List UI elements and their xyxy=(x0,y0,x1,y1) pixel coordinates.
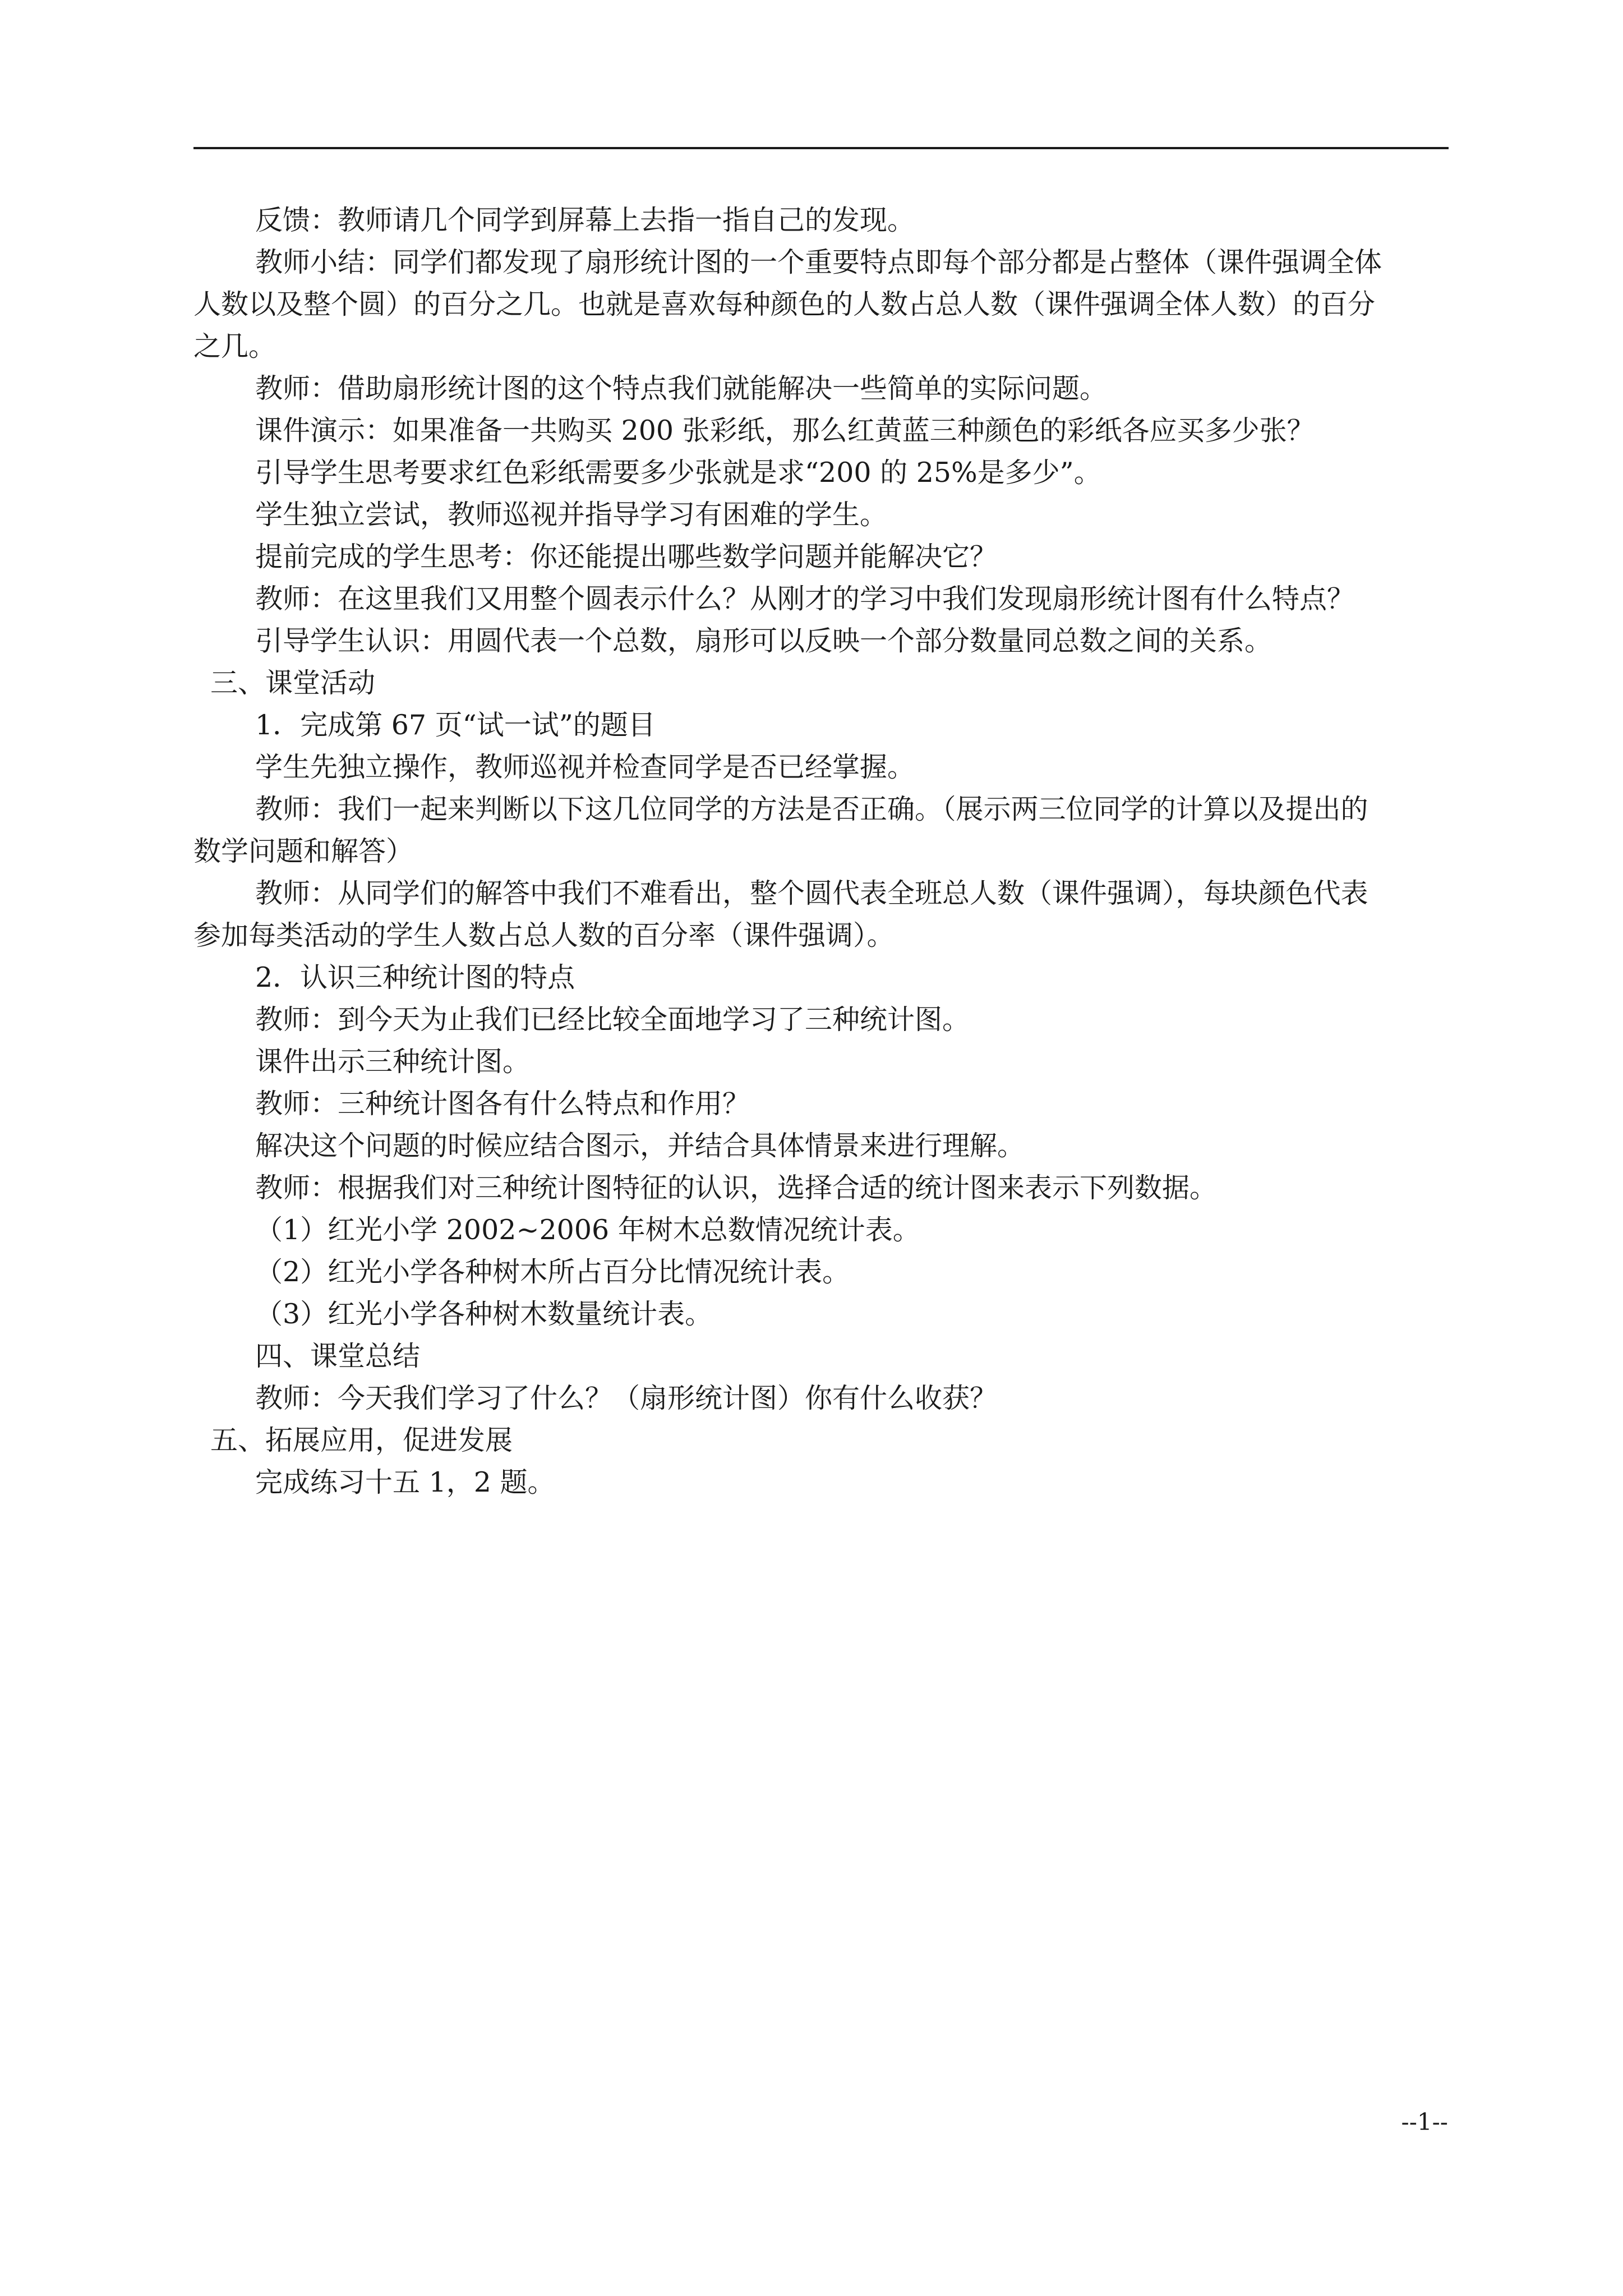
paragraph-line: 教师：三种统计图各有什么特点和作用？ xyxy=(255,1088,750,1120)
paragraph-line: 教师：在这里我们又用整个圆表示什么？从刚才的学习中我们发现扇形统计图有什么特点？ xyxy=(255,583,1355,615)
paragraph-line: 教师：到今天为止我们已经比较全面地学习了三种统计图。 xyxy=(255,1004,970,1036)
paragraph-line: 反馈：教师请几个同学到屏幕上去指一指自己的发现。 xyxy=(255,204,915,236)
paragraph-line: 教师：借助扇形统计图的这个特点我们就能解决一些简单的实际问题。 xyxy=(255,372,1108,404)
paragraph-line: 教师：根据我们对三种统计图特征的认识，选择合适的统计图来表示下列数据。 xyxy=(255,1172,1218,1204)
paragraph-line: 教师：今天我们学习了什么？（扇形统计图）你有什么收获？ xyxy=(255,1382,998,1414)
list-item: （1）红光小学 2002~2006 年树木总数情况统计表。 xyxy=(255,1214,920,1246)
paragraph-line: 课件出示三种统计图。 xyxy=(255,1046,531,1078)
section-heading: 三、课堂活动 xyxy=(210,667,376,699)
section-heading: 四、课堂总结 xyxy=(255,1340,421,1372)
paragraph-line: 课件演示：如果准备一共购买 200 张彩纸，那么红黄蓝三种颜色的彩纸各应买多少张？ xyxy=(255,415,1315,447)
paragraph-line: 参加每类活动的学生人数占总人数的百分率（课件强调）。 xyxy=(193,919,895,951)
paragraph-line: 之几。 xyxy=(193,330,276,362)
page-number: --1-- xyxy=(1401,2108,1448,2136)
subsection-heading: 1．完成第 67 页“试一试”的题目 xyxy=(255,709,656,741)
paragraph-line: 人数以及整个圆）的百分之几。也就是喜欢每种颜色的人数占总人数（课件强调全体人数）的百分 xyxy=(193,288,1376,320)
section-heading: 五、拓展应用，促进发展 xyxy=(210,1424,513,1456)
document-body xyxy=(193,199,1449,1503)
paragraph-line: 学生先独立操作，教师巡视并检查同学是否已经掌握。 xyxy=(255,751,915,783)
subsection-heading: 2．认识三种统计图的特点 xyxy=(255,961,575,993)
paragraph-line: 数学问题和解答） xyxy=(193,835,414,867)
paragraph-line: 学生独立尝试，教师巡视并指导学习有困难的学生。 xyxy=(255,499,888,531)
list-item: （3）红光小学各种树木数量统计表。 xyxy=(255,1298,713,1330)
paragraph-line: 教师：我们一起来判断以下这几位同学的方法是否正确。（展示两三位同学的计算以及提出的 xyxy=(255,793,1368,825)
paragraph-line: 引导学生认识：用圆代表一个总数，扇形可以反映一个部分数量同总数之间的关系。 xyxy=(255,625,1272,657)
paragraph-line: 解决这个问题的时候应结合图示，并结合具体情景来进行理解。 xyxy=(255,1130,1025,1162)
list-item: （2）红光小学各种树木所占百分比情况统计表。 xyxy=(255,1256,850,1288)
header-rule xyxy=(193,147,1449,149)
paragraph-line: 提前完成的学生思考：你还能提出哪些数学问题并能解决它？ xyxy=(255,541,998,573)
paragraph-line: 教师小结：同学们都发现了扇形统计图的一个重要特点即每个部分都是占整体（课件强调全体 xyxy=(255,246,1382,278)
paragraph-line: 引导学生思考要求红色彩纸需要多少张就是求“200 的 25%是多少”。 xyxy=(255,457,1101,489)
paragraph-line: 完成练习十五 1，2 题。 xyxy=(255,1466,555,1498)
paragraph-line: 教师：从同学们的解答中我们不难看出，整个圆代表全班总人数（课件强调），每块颜色代表 xyxy=(255,877,1368,909)
